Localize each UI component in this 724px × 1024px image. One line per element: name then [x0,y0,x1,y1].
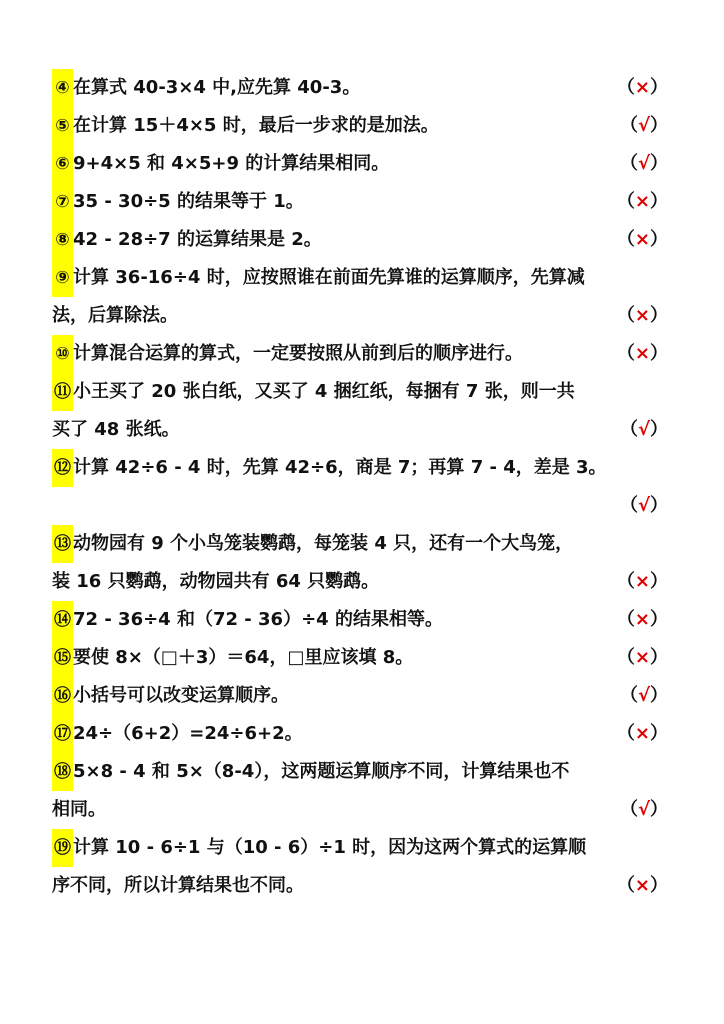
question-number: ⑭ [52,601,73,639]
check-mark-icon: √ [637,419,650,440]
answer-mark: （√） [619,153,668,174]
check-mark-icon: √ [637,495,650,516]
cross-mark-icon: × [634,571,650,592]
question-text: 42 - 28÷7 的运算结果是 2。 [73,229,322,250]
question-number: ⑰ [52,715,73,753]
check-mark-icon: √ [637,115,650,136]
question-text: 装 16 只鹦鹉，动物园共有 64 只鹦鹉。 [52,571,380,592]
question-line [52,601,672,639]
question-number: ⑮ [52,639,73,677]
question-line [52,525,672,563]
question-text: 72 - 36÷4 和（72 - 36）÷4 的结果相等。 [73,609,443,630]
question-text: 在计算 15＋4×5 时，最后一步求的是加法。 [73,115,439,136]
answer-mark: （×） [616,571,668,592]
question-item [52,715,672,753]
answer-mark: （×） [616,343,668,364]
question-text: 动物园有 9 个小鸟笼装鹦鹉，每笼装 4 只，还有一个大鸟笼， [73,533,574,554]
question-line [52,639,672,677]
question-number: ⑲ [52,829,73,867]
answer-mark: （×） [616,305,668,326]
question-number: ⑱ [52,753,73,791]
answer-mark: （√） [619,685,668,706]
cross-mark-icon: × [634,609,650,630]
question-item [52,677,672,715]
question-number: ⑬ [52,525,73,563]
question-item [52,145,672,183]
answer-mark: （×） [616,875,668,896]
question-line [52,221,672,259]
question-text: 买了 48 张纸。 [52,419,180,440]
check-mark-icon: √ [637,685,650,706]
question-line [52,449,672,487]
question-number: ⑥ [52,145,73,183]
question-line [52,259,672,297]
answer-mark: （√） [619,419,668,440]
question-line [52,563,672,601]
cross-mark-icon: × [634,723,650,744]
question-line [52,297,672,335]
question-text: 计算 36-16÷4 时，应按照谁在前面先算谁的运算顺序，先算减 [73,267,585,288]
question-number: ⑤ [52,107,73,145]
question-line [52,373,672,411]
question-text: 法，后算除法。 [52,305,178,326]
question-item [52,335,672,373]
question-text: 小括号可以改变运算顺序。 [73,685,289,706]
question-line [52,335,672,373]
question-item [52,69,672,107]
cross-mark-icon: × [634,305,650,326]
question-line [52,867,672,905]
answer-mark: （×） [616,77,668,98]
cross-mark-icon: × [634,875,650,896]
question-item [52,449,672,525]
question-item [52,753,672,829]
question-line [52,107,672,145]
answer-mark: （√） [619,799,668,820]
question-number: ⑯ [52,677,73,715]
question-number: ⑩ [52,335,73,373]
question-line [52,829,672,867]
question-text: 要使 8×（□＋3）＝64，□里应该填 8。 [73,647,414,668]
answer-mark: （√） [619,115,668,136]
check-mark-icon: √ [637,153,650,174]
question-line [52,145,672,183]
question-line [52,69,672,107]
question-text: 5×8 - 4 和 5×（8-4），这两题运算顺序不同，计算结果也不 [73,761,570,782]
question-number: ⑧ [52,221,73,259]
question-text: 小王买了 20 张白纸，又买了 4 捆红纸，每捆有 7 张，则一共 [73,381,575,402]
question-text: 相同。 [52,799,106,820]
question-item [52,183,672,221]
question-item [52,829,672,905]
question-text: 9+4×5 和 4×5+9 的计算结果相同。 [73,153,390,174]
answer-mark: （×） [616,647,668,668]
question-item [52,221,672,259]
cross-mark-icon: × [634,191,650,212]
question-line [52,411,672,449]
question-item [52,601,672,639]
question-item [52,639,672,677]
cross-mark-icon: × [634,343,650,364]
question-item [52,373,672,449]
question-text: 序不同，所以计算结果也不同。 [52,875,304,896]
cross-mark-icon: × [634,229,650,250]
question-number: ④ [52,69,73,107]
question-line [52,753,672,791]
check-mark-icon: √ [637,799,650,820]
question-text: 计算混合运算的算式，一定要按照从前到后的顺序进行。 [73,343,523,364]
answer-mark: （×） [616,191,668,212]
answer-mark: （√） [619,495,668,516]
question-text: 在算式 40-3×4 中,应先算 40-3。 [73,77,361,98]
question-number: ⑦ [52,183,73,221]
question-number: ⑨ [52,259,73,297]
question-line [52,715,672,753]
question-text: 35 - 30÷5 的结果等于 1。 [73,191,304,212]
question-text: 计算 42÷6 - 4 时，先算 42÷6，商是 7；再算 7 - 4，差是 3。 [73,457,607,478]
answer-mark: （×） [616,723,668,744]
question-number: ⑪ [52,373,73,411]
cross-mark-icon: × [634,647,650,668]
question-number: ⑫ [52,449,73,487]
question-item [52,259,672,335]
question-line [52,183,672,221]
question-item [52,107,672,145]
true-false-question-list [52,69,672,905]
question-text: 计算 10 - 6÷1 与（10 - 6）÷1 时，因为这两个算式的运算顺 [73,837,587,858]
answer-mark: （×） [616,229,668,250]
question-text: 24÷（6+2）=24÷6+2。 [73,723,303,744]
question-item [52,525,672,601]
question-line [52,791,672,829]
cross-mark-icon: × [634,77,650,98]
question-line [52,487,672,525]
answer-mark: （×） [616,609,668,630]
question-line [52,677,672,715]
